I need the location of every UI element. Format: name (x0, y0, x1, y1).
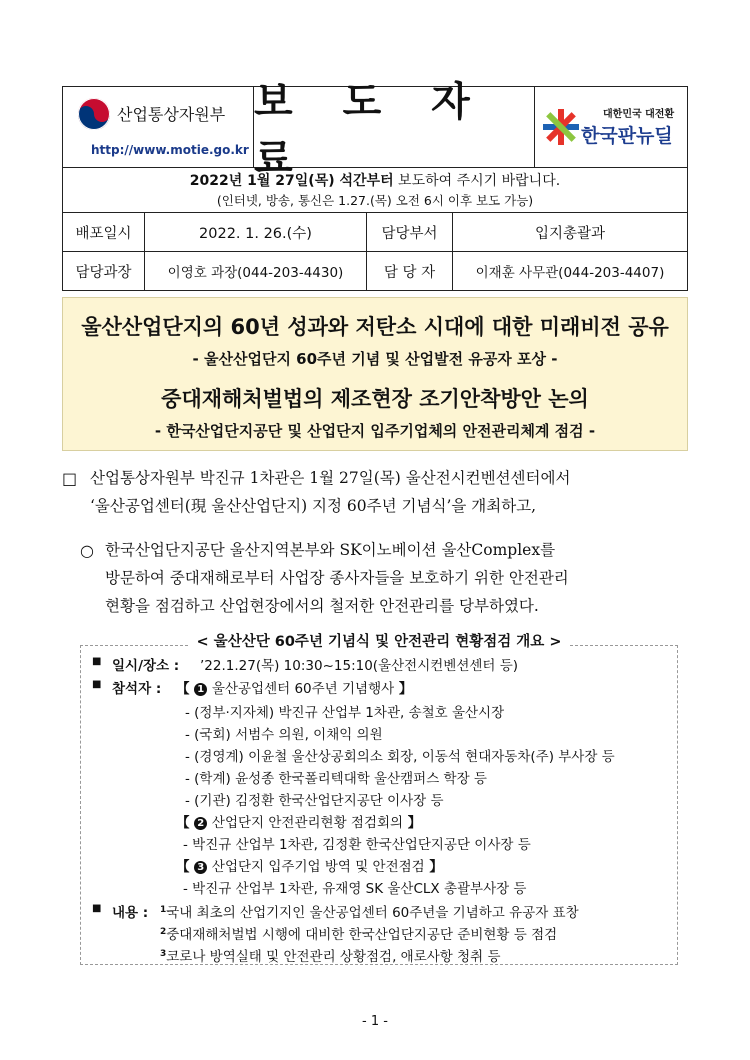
section-2-item: - 박진규 산업부 1차관, 김정환 한국산업단지공단 이사장 등 (183, 837, 531, 853)
content-label: 내용 : (112, 905, 149, 921)
section-1-heading: 【 1 울산공업센터 60주년 기념행사 】 (176, 681, 413, 697)
press-header-table (62, 79, 688, 291)
dept-value: 입지총괄과 (534, 225, 606, 242)
brand-tagline: 대한민국 대전환 (603, 109, 675, 120)
dist-date-label: 배포일시 (63, 213, 145, 251)
bullet-icon: ■ (92, 679, 102, 690)
paragraph-bullet-circle: ○ (80, 541, 94, 560)
embargo-date: 2022년 1월 27일(목) 석간부터 (189, 173, 394, 189)
paragraph-1-line-2: ‘울산공업센터(現 울산산업단지) 지정 60주년 기념식’을 개최하고, (90, 497, 537, 515)
number-1-icon: 1 (194, 683, 207, 696)
manager-value: 이영호 과장(044-203-4430) (145, 252, 367, 290)
section-1-item: - (학계) 윤성종 한국폴리텍대학 울산캠퍼스 학장 등 (185, 771, 487, 787)
ministry-url-link[interactable]: http://www.motie.go.kr (91, 143, 249, 157)
paragraph-2-line-2: 방문하여 중대재해로부터 사업장 종사자들을 보호하기 위한 안전관리 (105, 569, 569, 587)
new-deal-star-icon (543, 107, 579, 147)
content-item: $^2$중대재해처벌법 시행에 대비한 한국산업단지공단 준비현황 등 점검 (160, 927, 558, 943)
staff-label: 담 당 자 (367, 252, 453, 290)
taegeuk-emblem-icon (77, 97, 111, 131)
headline-main-2: 중대재해처벌법의 제조현장 조기안착방안 논의 (161, 387, 589, 411)
summary-title: < 울산산단 60주년 기념식 및 안전관리 현황점검 개요 > (80, 630, 678, 651)
section-1-item: - (국회) 서범수 의원, 이채익 의원 (185, 727, 383, 743)
number-2-icon: 2 (194, 817, 207, 830)
section-3-heading: 【 3 산업단지 입주기업 방역 및 안전점검 】 (176, 859, 443, 875)
bullet-icon: ■ (92, 903, 102, 914)
section-2-heading: 【 2 산업단지 안전관리현황 점검회의 】 (176, 815, 422, 831)
paragraph-1-line-1: 산업통상자원부 박진규 1차관은 1월 27일(목) 울산전시컨벤션센터에서 (90, 469, 571, 487)
paragraph-2-line-1: 한국산업단지공단 울산지역본부와 SK이노베이션 울산Complex를 (105, 541, 556, 559)
embargo-online-note: (인터넷, 방송, 통신은 1.27.(목) 오전 6시 이후 보도 가능) (216, 193, 534, 208)
dept-label: 담당부서 (367, 213, 453, 251)
section-3-item: - 박진규 산업부 1차관, 유재영 SK 울산CLX 총괄부사장 등 (183, 881, 527, 897)
headline-box (62, 297, 688, 451)
number-3-icon: 3 (194, 861, 207, 874)
dist-date-value: 2022. 1. 26.(수) (145, 213, 367, 251)
headline-sub-1: - 울산산업단지 60주년 기념 및 산업발전 유공자 포상 - (192, 350, 558, 368)
section-1-item: - (경영계) 이윤철 울산상공회의소 회장, 이동석 현대자동차(주) 부사장 등 (185, 749, 615, 765)
attendee-label: 참석자 : (112, 681, 162, 697)
section-1-item: - (정부·지자체) 박진규 산업부 1차관, 송철호 울산시장 (185, 705, 505, 721)
headline-main-1: 울산산업단지의 60년 성과와 저탄소 시대에 대한 미래비전 공유 (81, 315, 669, 339)
content-item: $^1$국내 최초의 산업기지인 울산공업센터 60주년을 기념하고 유공자 표창 (160, 905, 579, 921)
staff-value: 이재훈 사무관(044-203-4407) (475, 265, 665, 281)
brand-name: 한국판뉴딜 (581, 125, 673, 147)
embargo-notice (63, 168, 687, 213)
bullet-icon: ■ (92, 656, 102, 667)
ministry-logo-block (63, 87, 254, 167)
paragraph-bullet-square: □ (62, 469, 78, 488)
new-deal-logo-block (535, 87, 687, 167)
section-1-item: - (기관) 김정환 한국산업단지공단 이사장 등 (185, 793, 444, 809)
time-value: ’22.1.27(목) 10:30~15:10(울산전시컨벤션센터 등) (200, 658, 519, 674)
headline-sub-2: - 한국산업단지공단 및 산업단지 입주기업체의 안전관리체계 점검 - (154, 422, 596, 440)
page-number: - 1 - (362, 1014, 388, 1029)
document-title: 보 도 자 료 (254, 87, 535, 167)
embargo-text: 보도하여 주시기 바랍니다. (393, 173, 561, 189)
ministry-name: 산업통상자원부 (117, 105, 226, 124)
manager-label: 담당과장 (63, 252, 145, 290)
content-item: $^3$코로나 방역실태 및 안전관리 상황점검, 애로사항 청취 등 (160, 949, 501, 965)
paragraph-2-line-3: 현황을 점검하고 산업현장에서의 철저한 안전관리를 당부하였다. (105, 597, 539, 615)
time-label: 일시/장소 : (112, 658, 180, 674)
